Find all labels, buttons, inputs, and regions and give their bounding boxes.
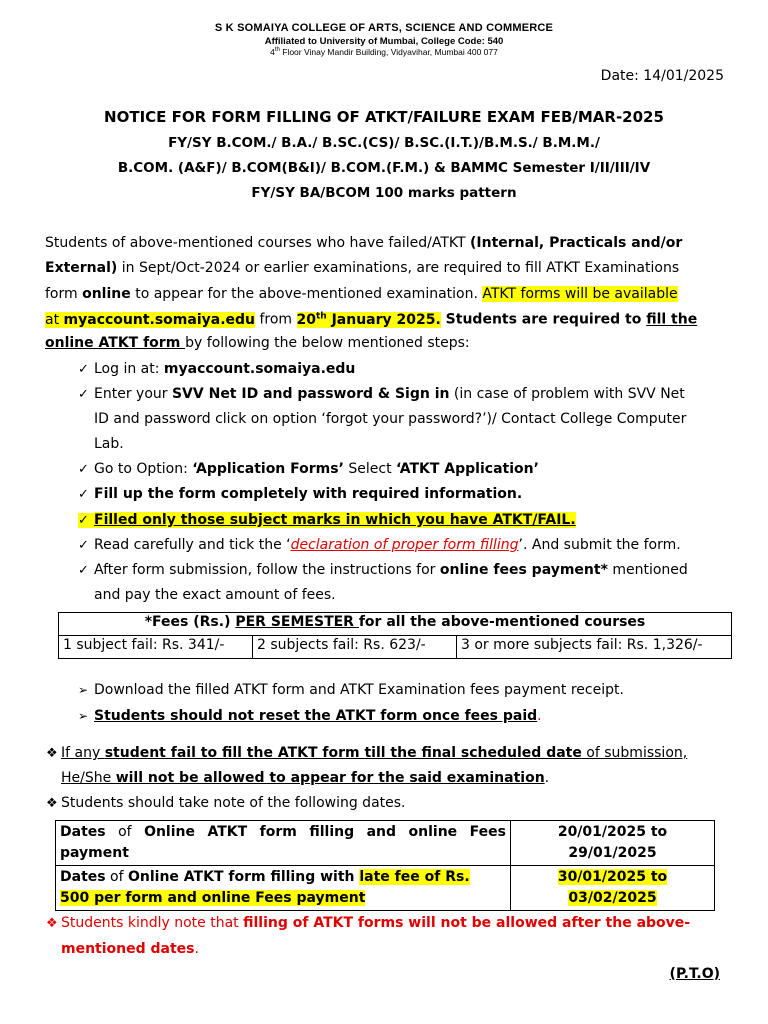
intro-line-5: online ATKT form by following the below mentioned steps:: [45, 335, 470, 351]
dates-note: ❖ Students should take note of the following dates.: [46, 795, 406, 811]
check-icon: ✓: [78, 462, 89, 477]
step-application-forms: ✓ Go to Option: ‘Application Forms’ Select ‘ATKT Application’: [78, 461, 539, 477]
check-icon: ✓: [78, 538, 89, 553]
notice-date: Date: 14/01/2025: [600, 68, 724, 84]
check-icon: ✓: [78, 563, 89, 578]
check-icon: ✓: [78, 387, 89, 402]
fees-table-header: *Fees (Rs.) PER SEMESTER for all the above-mentioned courses: [59, 613, 732, 636]
intro-line-1: Students of above-mentioned courses who have failed/ATKT (Internal, Practicals and/or: [45, 235, 683, 251]
step-fill-marks: ✓ Filled only those subject marks in which you have ATKT/FAIL.: [78, 512, 576, 528]
fees-cell-2-subjects: 2 subjects fail: Rs. 623/-: [253, 636, 457, 659]
deadline-warning-line-2: He/She will not be allowed to appear for the said examination.: [61, 770, 550, 786]
check-icon: ✓: [78, 513, 94, 528]
step-enter-credentials-cont: ID and password click on option ‘forgot your password?’)/ Contact College Computer: [94, 411, 687, 427]
no-reset-warning: ➢ Students should not reset the ATKT form once fees paid.: [78, 708, 542, 724]
step-fill-form: ✓ Fill up the form completely with required information.: [78, 486, 523, 502]
deadline-warning-line-1: ❖ If any student fail to fill the ATKT form till the final scheduled date of submission,: [46, 745, 688, 761]
step-fees-payment-cont: and pay the exact amount of fees.: [94, 587, 336, 603]
affiliation: Affiliated to University of Mumbai, College Code: 540: [264, 36, 504, 47]
courses-line-2: B.COM. (A&F)/ B.COM(B&I)/ B.COM.(F.M.) & BAMMC Semester I/II/III/IV: [117, 160, 651, 176]
step-enter-credentials-cont2: Lab.: [94, 436, 124, 452]
step-enter-credentials: ✓ Enter your SVV Net ID and password & Sign in (in case of problem with SVV Net: [78, 386, 685, 402]
pto-label: (P.T.O): [669, 966, 720, 982]
check-icon: ✓: [78, 487, 89, 502]
intro-line-2: External) in Sept/Oct-2024 or earlier examinations, are required to fill ATKT Examinations: [45, 260, 680, 276]
final-note-line-1: ❖ Students kindly note that filling of ATKT forms will not be allowed after the above-: [46, 915, 691, 931]
college-name: S K SOMAIYA COLLEGE OF ARTS, SCIENCE AND COMMERCE: [214, 22, 554, 34]
fees-cell-1-subject: 1 subject fail: Rs. 341/-: [59, 636, 253, 659]
step-login: ✓ Log in at: myaccount.somaiya.edu: [78, 361, 356, 377]
fees-table: [58, 612, 732, 659]
dates-table: [55, 820, 715, 911]
dates-row-2-label: Dates of Online ATKT form filling with late fee of Rs. 500 per form and online Fees payment: [56, 866, 511, 911]
check-icon: ✓: [78, 362, 89, 377]
arrow-bullet-icon: ➢: [78, 709, 89, 723]
intro-line-3: form online to appear for the above-mentioned examination. ATKT forms will be available: [45, 286, 678, 302]
final-note-line-2: mentioned dates.: [61, 941, 199, 957]
diamond-bullet-icon: ❖: [46, 916, 58, 931]
dates-row-1-value: 20/01/2025 to 29/01/2025: [511, 821, 715, 866]
intro-line-4: at myaccount.somaiya.edu from 20th January 2025. Students are required to fill the: [45, 311, 698, 328]
step-declaration: ✓ Read carefully and tick the ‘declaration of proper form filling’. And submit the form.: [78, 537, 681, 553]
dates-row-1-label: Dates of Online ATKT form filling and online Fees payment: [56, 821, 511, 866]
fees-cell-3-subjects: 3 or more subjects fail: Rs. 1,326/-: [457, 636, 732, 659]
download-receipt-note: ➢ Download the filled ATKT form and ATKT Examination fees payment receipt.: [78, 682, 624, 698]
notice-title: NOTICE FOR FORM FILLING OF ATKT/FAILURE EXAM FEB/MAR-2025: [104, 108, 664, 126]
arrow-bullet-icon: ➢: [78, 683, 89, 697]
diamond-bullet-icon: ❖: [46, 796, 58, 811]
courses-line-3: FY/SY BA/BCOM 100 marks pattern: [251, 185, 517, 201]
step-fees-payment: ✓ After form submission, follow the instructions for online fees payment* mentioned: [78, 562, 688, 578]
dates-row-2-value: 30/01/2025 to 03/02/2025: [511, 866, 715, 911]
address: 4th Floor Vinay Mandir Building, Vidyavihar, Mumbai 400 077: [270, 47, 498, 57]
courses-line-1: FY/SY B.COM./ B.A./ B.SC.(CS)/ B.SC.(I.T.)/B.M.S./ B.M.M./: [168, 135, 600, 151]
diamond-bullet-icon: ❖: [46, 746, 58, 761]
